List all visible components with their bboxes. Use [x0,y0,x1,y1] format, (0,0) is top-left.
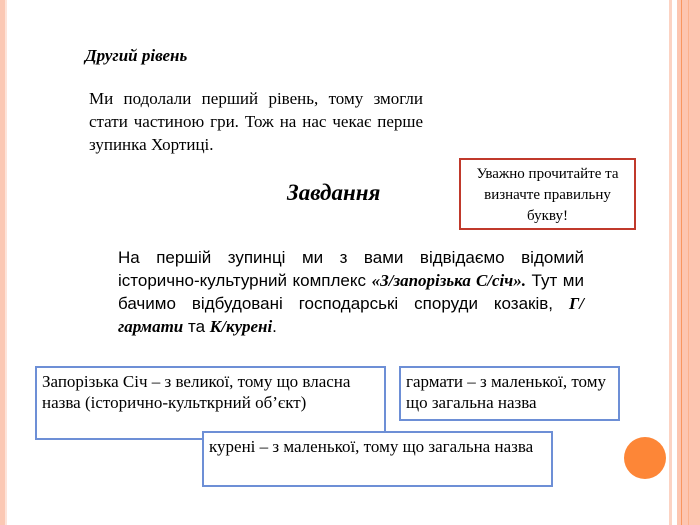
hint-box: Уважно прочитайте та визначте правильну букву! [459,158,636,230]
task-title: Завдання [287,180,381,205]
orange-circle-decoration [624,437,666,479]
answer-box-sich: Запорізька Січ – з великої, тому що власна назва (історично-культкрний об’єкт) [35,366,386,440]
left-border-inner [5,0,7,525]
task-text-part: та [183,317,210,336]
task-highlight: Г/гармати [118,294,584,336]
right-stripe-line [681,0,682,525]
right-stripe-line [688,0,689,525]
right-stripe [669,0,672,525]
level-title: Другий рівень [85,46,188,65]
task-text-part: . [272,317,277,336]
task-text [118,246,584,338]
task-highlight: «З/запорізька С/січ». [371,271,526,290]
answer-box-harmaty: гармати – з маленької, тому що загальна назва [399,366,620,421]
task-highlight: К/курені [209,317,273,336]
task-text-part: Тут ми бачимо відбудовані господарські споруди козаків, [118,271,584,313]
answer-box-kureni: курені – з маленької, тому що загальна назва [202,431,553,487]
intro-text: Ми подолали перший рівень, тому змогли стати частиною гри. Тож на нас чекає перше зупинка Хортиці. [89,89,423,154]
task-text-part: На першій зупинці ми з вами відвідаємо відомий історично-культурний комплекс [118,248,584,290]
